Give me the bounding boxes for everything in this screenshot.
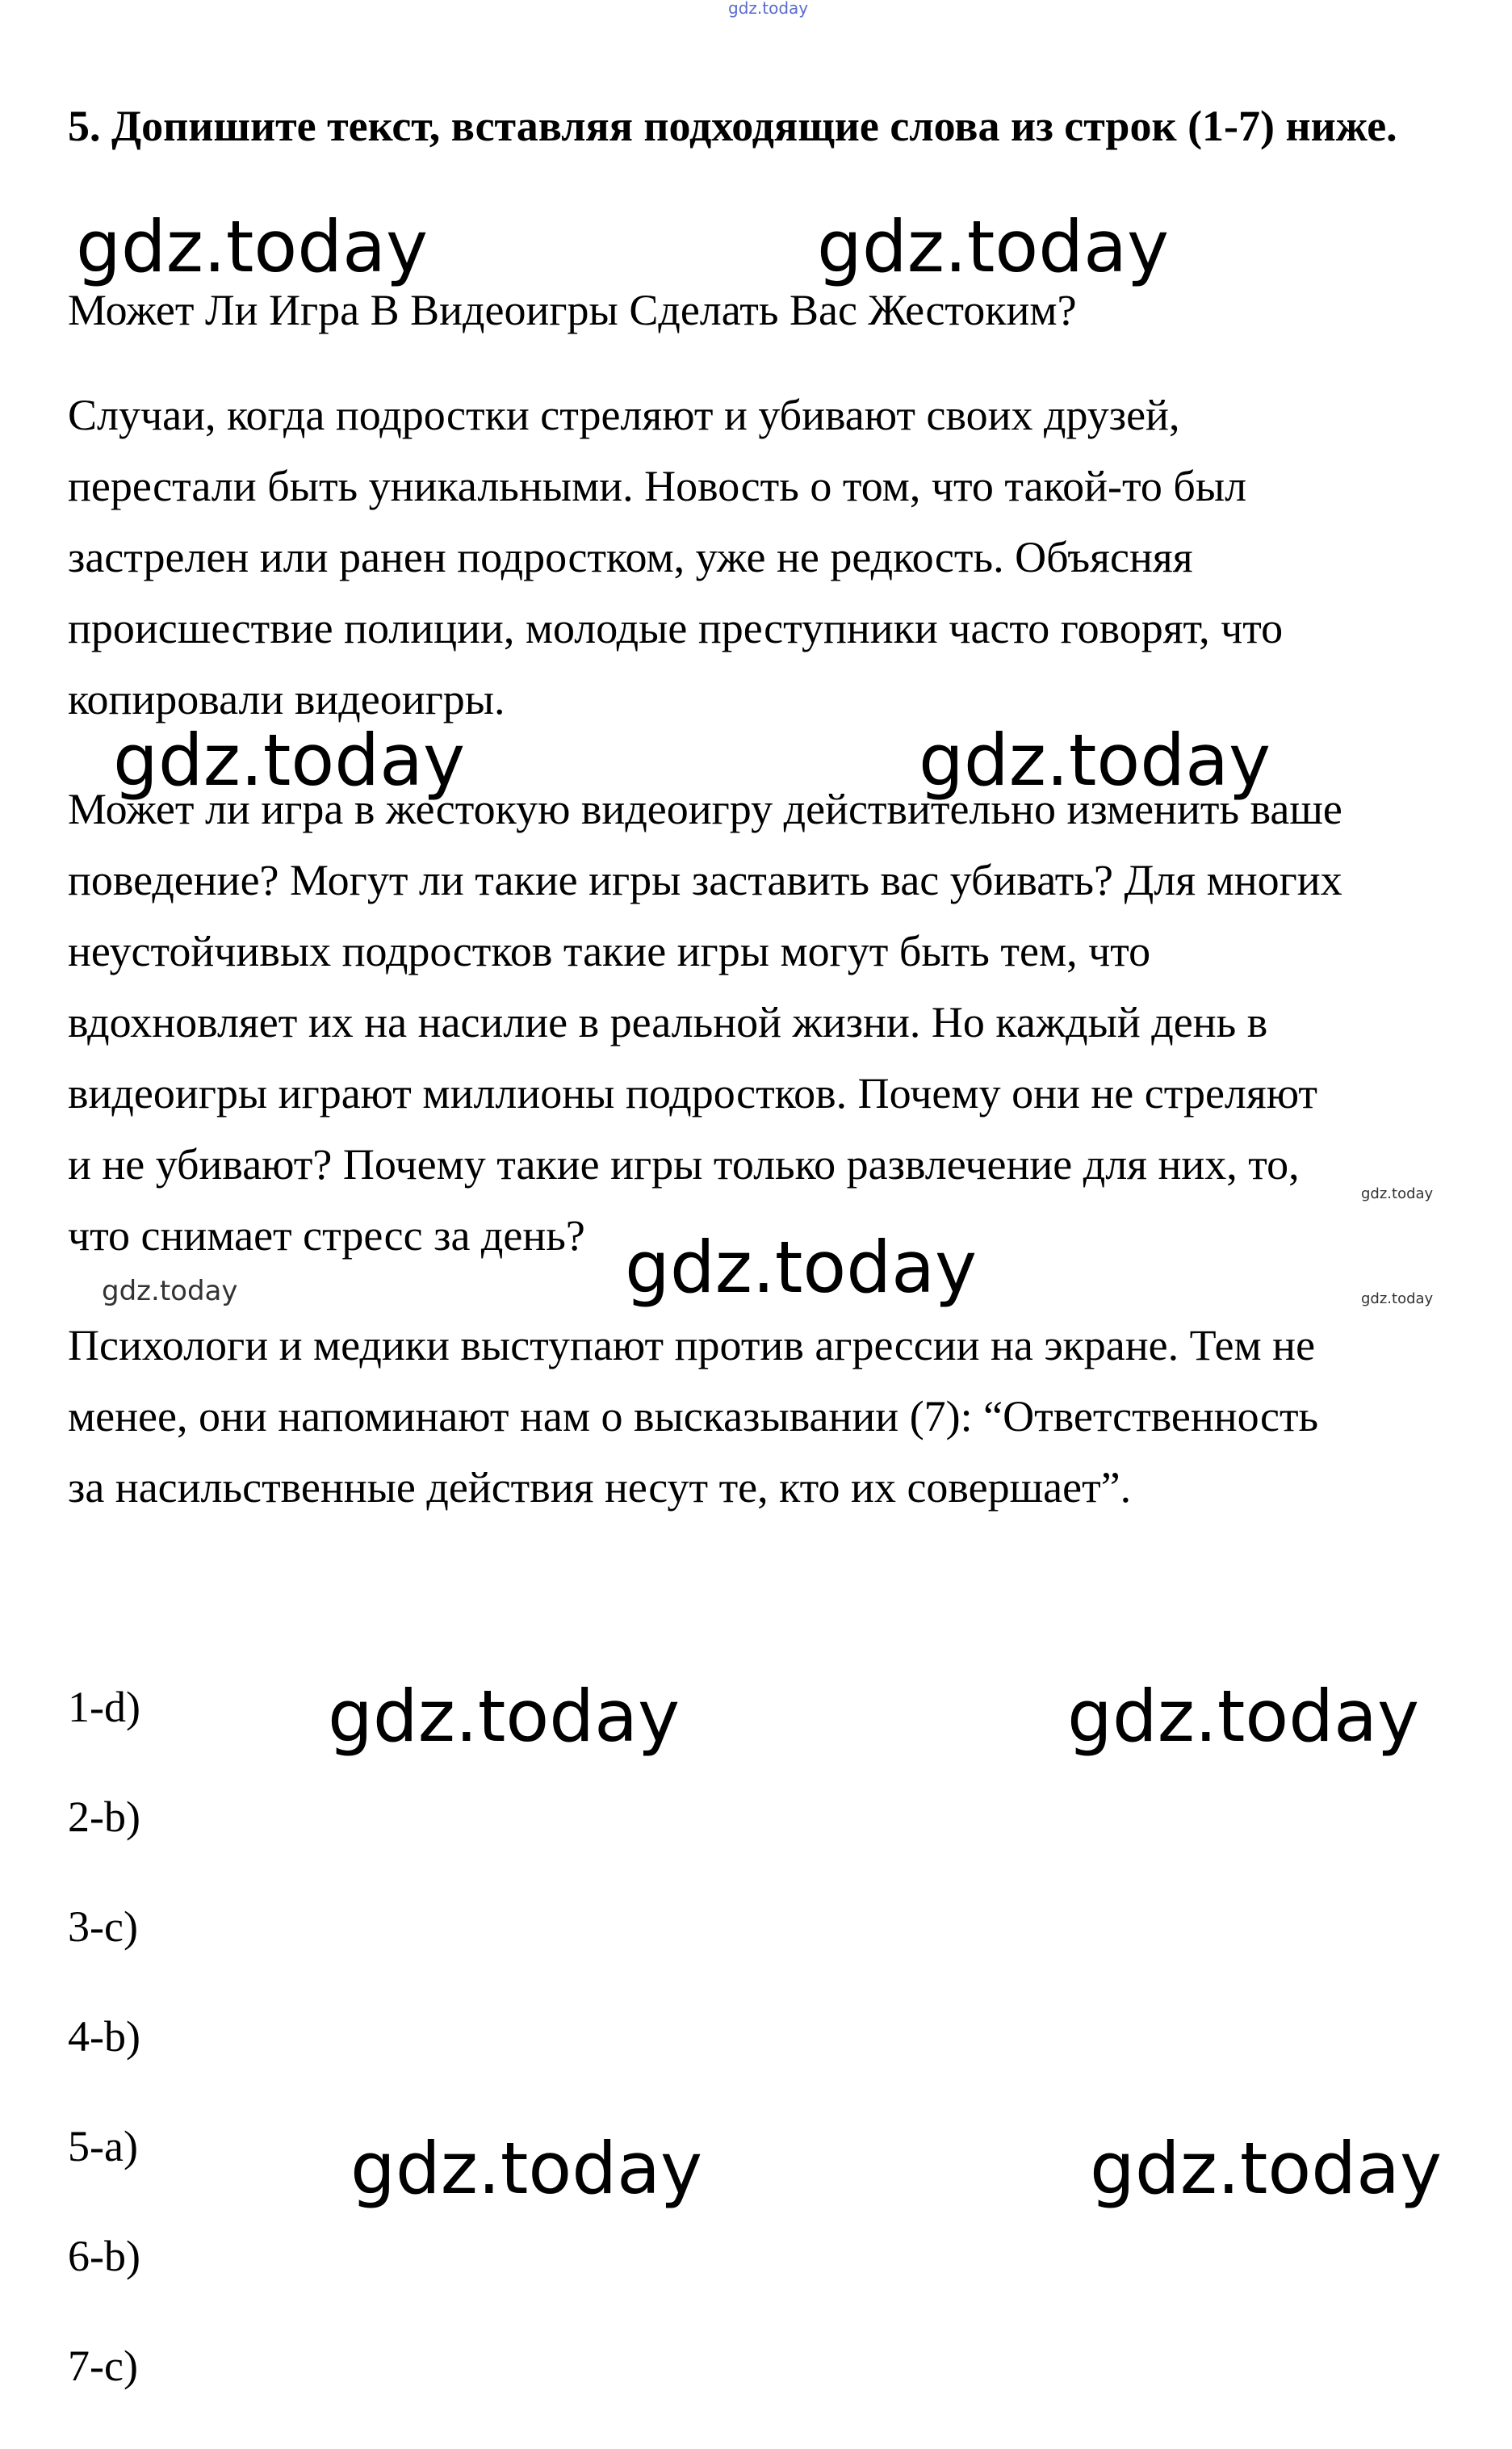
watermark: gdz.today [102,1275,238,1307]
watermark: gdz.today [1361,1185,1434,1202]
text-line: менее, они напоминают нам о высказывании (7): “Ответственность [68,1392,1319,1440]
watermark: gdz.today [350,2127,703,2210]
text-line: что снимает стресс за день? [68,1211,585,1260]
watermark: gdz.today [1090,2127,1443,2210]
text-line: поведение? Могут ли такие игры заставить вас убивать? Для многих [68,856,1342,904]
paragraph-1 [68,380,1283,735]
text-line: происшествие полиции, молодые преступники часто говорят, что [68,604,1284,652]
text-line: и не убивают? Почему такие игры только развлечение для них, то, [68,1140,1300,1189]
answer-item: 4-b) [68,2012,140,2061]
answer-item: 2-b) [68,1793,140,1841]
task-heading: 5. Допишите текст, вставляя подходящие слова из строк (1-7) ниже. [68,102,1397,150]
paragraph-3 [68,1310,1318,1523]
watermark: gdz.today [728,0,809,18]
watermark: gdz.today [817,205,1170,288]
text-line: неустойчивых подростков такие игры могут быть тем, что [68,927,1151,975]
text-line: застрелен или ранен подростком, уже не редкость. Объясняя [68,533,1193,581]
text-line: вдохновляет их на насилие в реальной жизни. Но каждый день в [68,998,1268,1046]
watermark: gdz.today [113,719,466,802]
text-line: Случаи, когда подростки стреляют и убивают своих друзей, [68,391,1180,439]
watermark: gdz.today [76,205,429,288]
text-line: копировали видеоигры. [68,675,505,723]
text-line: за насильственные действия несут те, кто их совершает”. [68,1463,1132,1512]
text-line: перестали быть уникальными. Новость о том, что такой-то был [68,462,1247,510]
answer-list [68,1671,140,2440]
paragraph-2 [68,774,1342,1271]
watermark: gdz.today [328,1675,681,1758]
answer-item: 6-b) [68,2232,140,2280]
answer-item: 1-d) [68,1683,140,1731]
answer-item: 3-c) [68,1902,138,1951]
text-line: Может ли игра в жестокую видеоигру действительно изменить ваше [68,785,1342,833]
text-line: видеоигры играют миллионы подростков. Почему они не стреляют [68,1069,1317,1118]
text-title: Может Ли Игра В Видеоигры Сделать Вас Жестоким? [68,286,1077,334]
watermark: gdz.today [625,1226,978,1309]
watermark: gdz.today [919,719,1271,802]
answer-item: 5-a) [68,2122,138,2170]
text-line: Психологи и медики выступают против агрессии на экране. Тем не [68,1321,1316,1369]
answer-item: 7-c) [68,2342,138,2390]
watermark: gdz.today [1361,1290,1434,1307]
watermark: gdz.today [1067,1675,1420,1758]
